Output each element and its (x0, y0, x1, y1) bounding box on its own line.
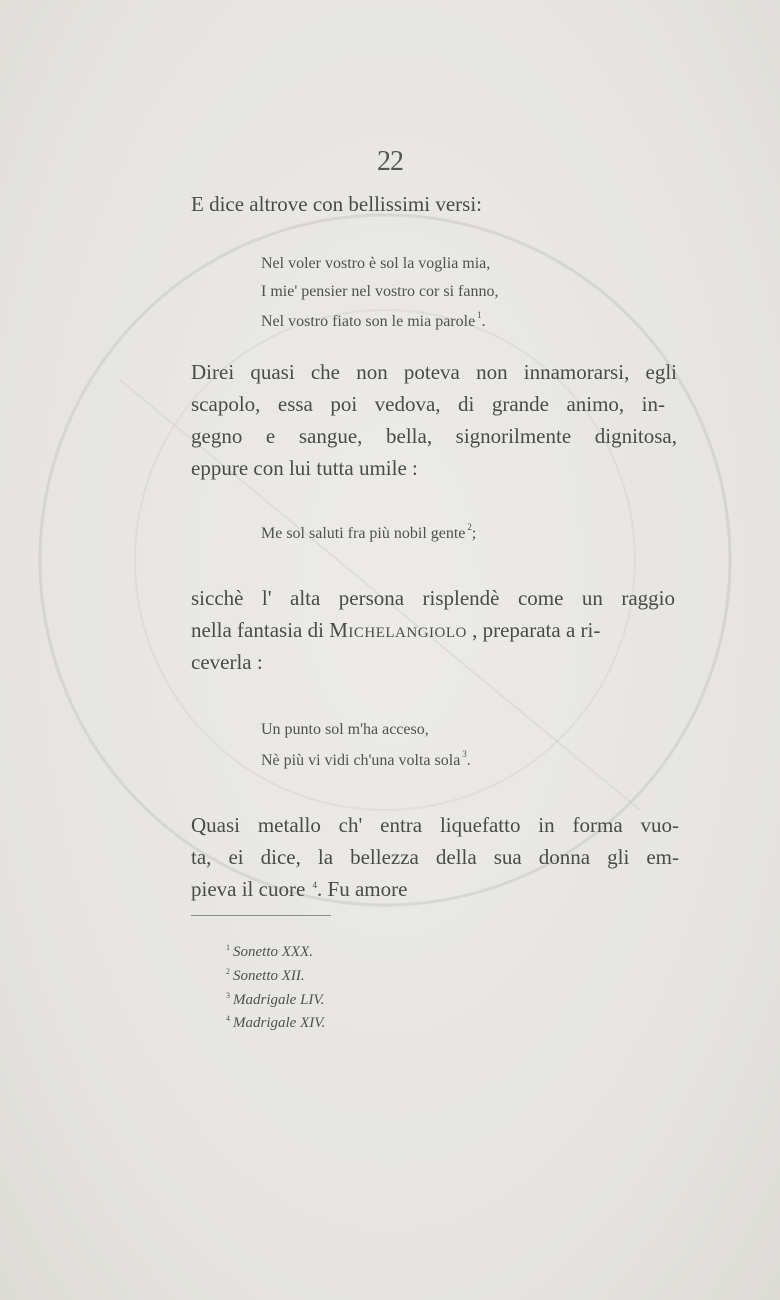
poem1-line-2: I mie' pensier nel vostro cor si fanno, (261, 283, 499, 300)
para1-line-4: eppure con lui tutta umile : (191, 456, 418, 480)
footnote-1: $^1$ Sonetto XXX. (226, 943, 313, 960)
para1-line-1: Direi quasi che non poteva non innamorarsi, egli (191, 360, 677, 384)
para2-line-3: ceverla : (191, 650, 263, 674)
para1-line-2: scapolo, essa poi vedova, di grande animo, in- (191, 392, 665, 416)
para3-line-1: Quasi metallo ch' entra liquefatto in forma vuo- (191, 813, 679, 837)
poem1-line-3: Nel vostro fiato son le mia parole $^1$. (261, 310, 486, 330)
para3-line-3: pieva il cuore $^4$. Fu amore (191, 877, 408, 901)
footnote-ref-2: 2 (467, 522, 472, 532)
footnote-ref-4: 4 (312, 880, 318, 890)
para1-line-3: gegno e sangue, bella, signorilmente dignitosa, (191, 424, 677, 448)
poem3-line-1: Un punto sol m'ha acceso, (261, 721, 429, 738)
footnote-4: $^4$ Madrigale XIV. (226, 1014, 326, 1031)
para2-line-1: sicchè l' alta persona risplendè come un raggio (191, 586, 675, 610)
footnote-ref-1: 1 (477, 310, 482, 320)
author-name: Michelangiolo (329, 618, 467, 642)
footnote-divider (191, 915, 331, 916)
poem2-line: Me sol saluti fra più nobil gente $^2$; (261, 522, 477, 542)
para3-line-2: ta, ei dice, la bellezza della sua donna gli em- (191, 845, 679, 869)
page-number: 22 (377, 146, 403, 177)
intro-line: E dice altrove con bellissimi versi: (191, 192, 483, 216)
footnote-ref-3: 3 (462, 749, 467, 759)
footnote-2: $^2$ Sonetto XII. (226, 967, 305, 984)
poem1-line-1: Nel voler vostro è sol la voglia mia, (261, 255, 491, 272)
footnote-3: $^3$ Madrigale LIV. (226, 991, 325, 1008)
poem3-line-2: Nè più vi vidi ch'una volta sola $^3$. (261, 749, 471, 769)
para2-line-2: nella fantasia di Michelangiolo , preparata a ri- (191, 618, 601, 642)
